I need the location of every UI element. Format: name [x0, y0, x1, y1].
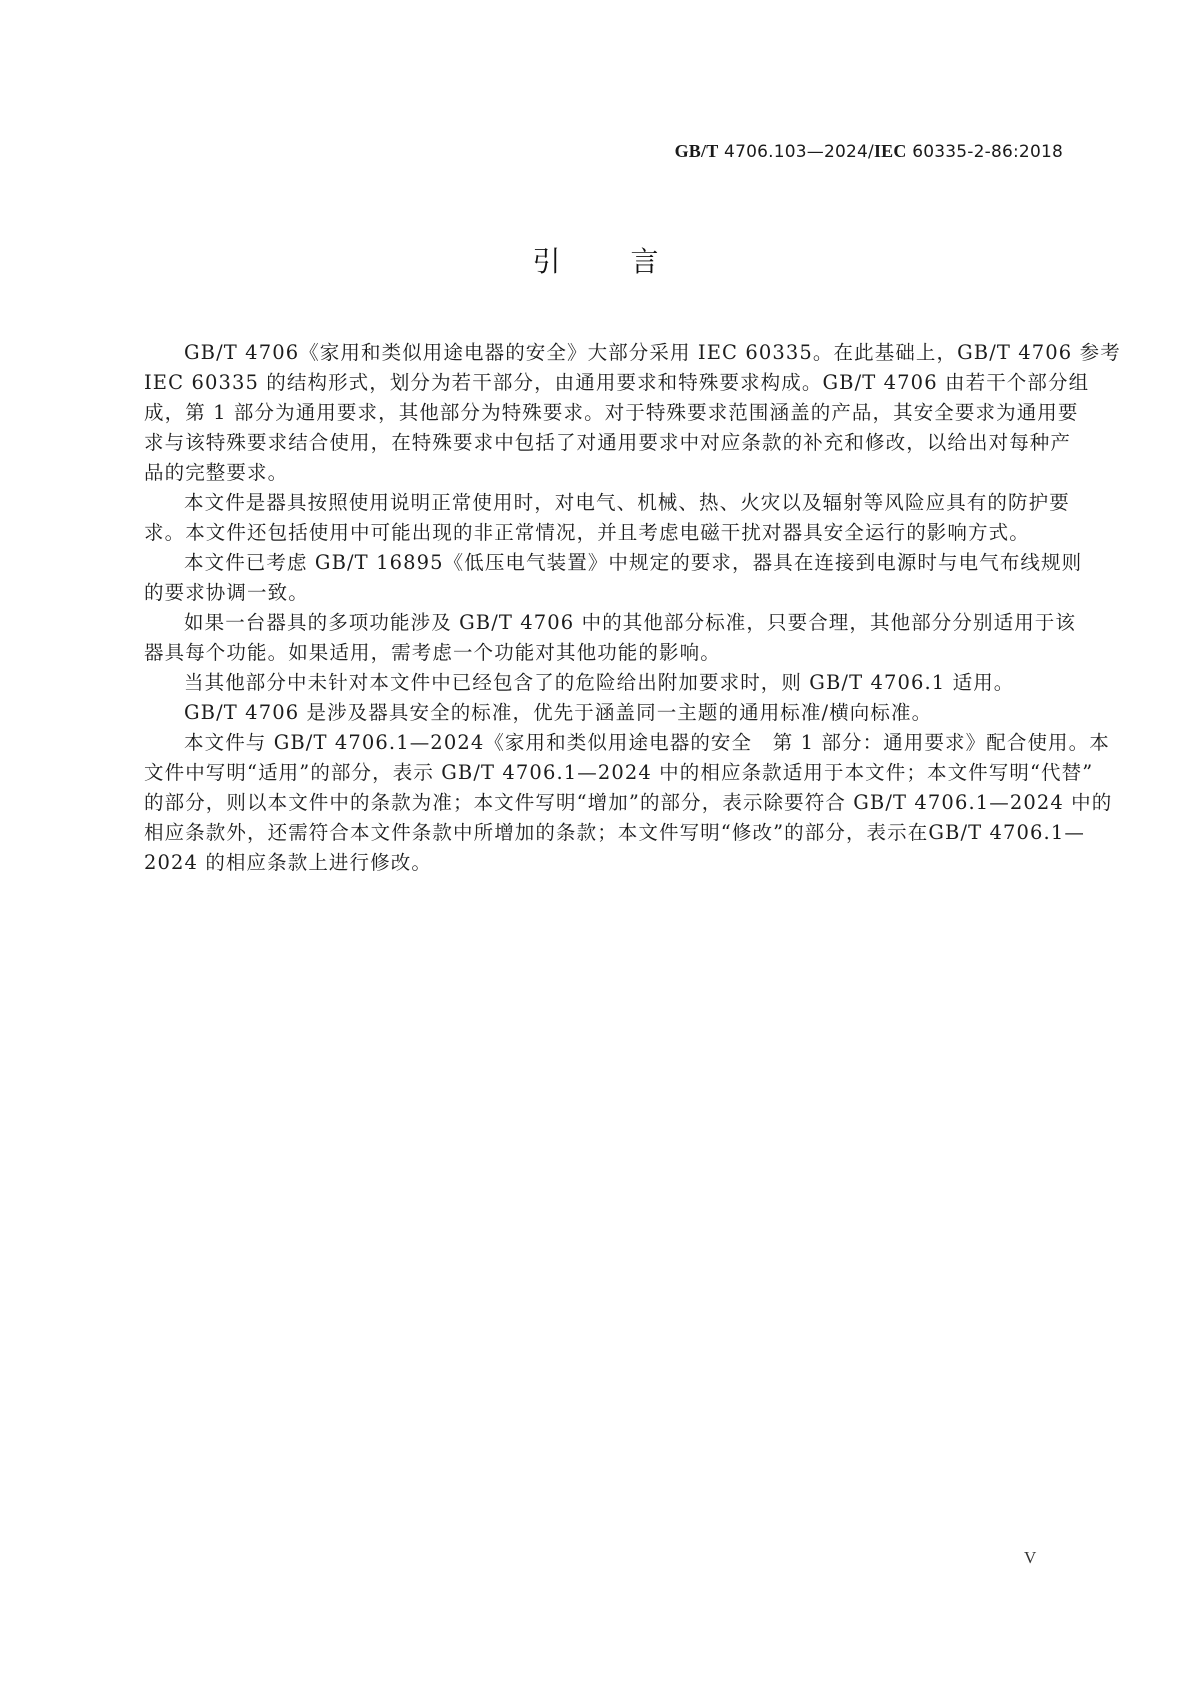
standard-number: 4706.103—2024/: [724, 142, 874, 162]
iec-number: 60335-2-86:2018: [912, 142, 1063, 162]
text-line: GB/T 4706《家用和类似用途电器的安全》大部分采用 IEC 60335。在此基础上，GB/T 4706 参考: [184, 341, 1121, 364]
text-line: 2024 的相应条款上进行修改。: [144, 851, 432, 874]
text-line: 如果一台器具的多项功能涉及 GB/T 4706 中的其他部分标准，只要合理，其他部分分别适用于该: [184, 611, 1077, 634]
section-title: 引言: [532, 245, 729, 278]
text-line: 文件中写明“适用”的部分，表示 GB/T 4706.1—2024 中的相应条款适用于本文件；本文件写明“代替”: [144, 761, 1094, 784]
paragraph-2: [144, 488, 1070, 548]
text-line: 本文件与 GB/T 4706.1—2024《家用和类似用途电器的安全 第 1 部分：通用要求》配合使用。本: [184, 731, 1110, 754]
text-line: 器具每个功能。如果适用，需考虑一个功能对其他功能的影响。: [144, 641, 721, 664]
text-line: 的部分，则以本文件中的条款为准；本文件写明“增加”的部分，表示除要符合 GB/T 4706.1—2024 中的: [144, 791, 1113, 814]
text-line: 求。本文件还包括使用中可能出现的非正常情况，并且考虑电磁干扰对器具安全运行的影响方式。: [144, 521, 1030, 544]
page-number: V: [1024, 1548, 1037, 1567]
text-line: IEC 60335 的结构形式，划分为若干部分，由通用要求和特殊要求构成。GB/T 4706 由若干个部分组: [144, 371, 1090, 394]
paragraph-4: [144, 608, 1077, 668]
text-line: 的要求协调一致。: [144, 581, 309, 604]
text-line: 求与该特殊要求结合使用，在特殊要求中包括了对通用要求中对应条款的补充和修改，以给出对每种产: [144, 431, 1072, 454]
text-line: 相应条款外，还需符合本文件条款中所增加的条款；本文件写明“修改”的部分，表示在GB/T 4706.1—: [144, 821, 1085, 844]
iec-prefix: IEC: [873, 141, 907, 161]
text-line: 当其他部分中未针对本文件中已经包含了的危险给出附加要求时，则 GB/T 4706.1 适用。: [184, 671, 1015, 694]
text-line: GB/T 4706 是涉及器具安全的标准，优先于涵盖同一主题的通用标准/横向标准。: [184, 701, 933, 724]
text-line: 本文件已考虑 GB/T 16895《低压电气装置》中规定的要求，器具在连接到电源时与电气布线规则: [184, 551, 1083, 574]
text-line: 品的完整要求。: [144, 461, 289, 484]
paragraph-6: [144, 698, 1062, 728]
text-line: 本文件是器具按照使用说明正常使用时，对电气、机械、热、火灾以及辐射等风险应具有的防护要: [184, 491, 1070, 514]
text-line: 成，第 1 部分为通用要求，其他部分为特殊要求。对于特殊要求范围涵盖的产品，其安全要求为通用要: [144, 401, 1079, 424]
standard-prefix: GB/T: [674, 141, 719, 161]
paragraph-3: [144, 548, 1083, 608]
running-header: [675, 140, 1063, 163]
body-text: [144, 338, 1121, 878]
paragraph-7: [144, 728, 1113, 878]
paragraph-1: [144, 338, 1121, 488]
paragraph-5: [144, 668, 1062, 698]
